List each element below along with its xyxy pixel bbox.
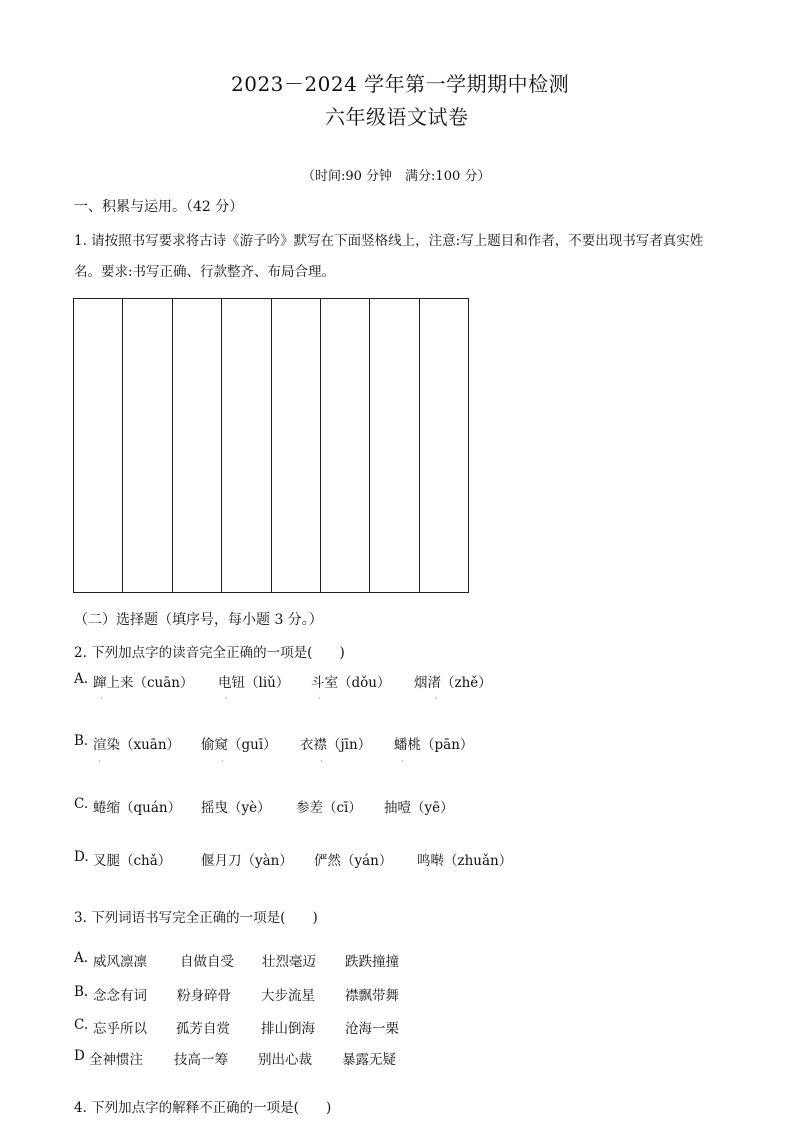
q3-b-item-2: 粉身碎骨 (177, 988, 231, 1004)
q2-option-b[interactable] (74, 733, 88, 749)
q2-option-c[interactable] (74, 796, 88, 812)
question-2-stem: 2. 下列加点字的读音完全正确的一项是( ) (74, 645, 345, 661)
option-label: C. (74, 796, 89, 812)
q2-c-item-1: 蜷缩（quán） (93, 800, 182, 816)
q2-option-d[interactable] (74, 849, 89, 865)
exam-title: 2023－2024 学年第一学期期中检测 (231, 72, 570, 96)
q3-d-item-3: 别出心裁 (258, 1052, 312, 1068)
emphasis-dot: · (320, 757, 323, 766)
option-label: B. (74, 733, 89, 749)
grid-column[interactable] (420, 299, 468, 592)
q3-b-item-1: 念念有词 (93, 988, 147, 1004)
vertical-writing-grid[interactable] (73, 298, 469, 593)
option-label: A. (74, 671, 89, 687)
question-1-line-2: 名。要求:书写正确、行款整齐、布局合理。 (74, 264, 336, 280)
q3-c-item-2: 孤芳自赏 (176, 1021, 230, 1037)
q3-d-item-1: 全神惯注 (89, 1052, 143, 1068)
grid-column[interactable] (370, 299, 419, 592)
emphasis-dot: · (98, 757, 101, 766)
q3-d-item-4: 暴露无疑 (342, 1052, 396, 1068)
q3-option-d[interactable] (74, 1048, 85, 1064)
section-heading-2: （二）选择题（填序号，每小题 3 分。） (74, 612, 323, 628)
q3-c-item-3: 排山倒海 (261, 1021, 315, 1037)
q2-a-item-4: 烟渚（zhě） (414, 675, 492, 691)
q2-d-item-1: 叉腿（chǎ） (93, 853, 172, 869)
q2-option-a[interactable] (74, 671, 88, 687)
emphasis-dot: · (100, 694, 103, 703)
grid-column[interactable] (123, 299, 172, 592)
exam-subtitle: 六年级语文试卷 (325, 105, 469, 129)
q3-option-c[interactable] (74, 1017, 88, 1033)
q2-d-item-3: 俨然（yán） (314, 853, 393, 869)
q2-d-item-4: 鸣啭（zhuǎn） (417, 853, 513, 869)
emphasis-dot: · (435, 694, 438, 703)
q2-a-item-1: 蹿上来（cuān） (93, 675, 194, 691)
q2-c-item-3: 参差（cī） (296, 800, 362, 816)
q2-b-item-2: 偷窥（guī） (201, 737, 277, 753)
section-heading-1: 一、积累与运用。（42 分） (74, 199, 244, 215)
q2-c-item-2: 摇曳（yè） (201, 800, 271, 816)
grid-column[interactable] (222, 299, 271, 592)
q3-a-item-1: 威风凛凛 (93, 954, 147, 970)
q3-c-item-4: 沧海一栗 (345, 1021, 399, 1037)
q3-c-item-1: 忘乎所以 (93, 1021, 147, 1037)
option-label: D. (74, 849, 89, 865)
q3-option-b[interactable] (74, 984, 88, 1000)
q2-a-item-3: 斗室（dǒu） (311, 675, 391, 691)
q3-b-item-4: 襟飘带舞 (345, 988, 399, 1004)
q3-d-item-2: 技高一筹 (174, 1052, 228, 1068)
option-label: A. (74, 950, 89, 966)
emphasis-dot: · (318, 694, 321, 703)
q2-b-item-3: 衣襟（jīn） (300, 737, 372, 753)
question-1-line-1: 1. 请按照书写要求将古诗《游子吟》默写在下面竖格线上，注意:写上题目和作者，不要出现书写者真实姓 (74, 233, 704, 249)
q3-a-item-2: 自做自受 (180, 954, 234, 970)
grid-column[interactable] (272, 299, 321, 592)
grid-column[interactable] (173, 299, 222, 592)
question-4-stem: 4. 下列加点字的解释不正确的一项是( ) (74, 1100, 332, 1116)
question-3-stem: 3. 下列词语书写完全正确的一项是( ) (74, 910, 318, 926)
option-label: D (74, 1048, 85, 1064)
q2-b-item-4: 蟠桃（pān） (394, 737, 474, 753)
q3-a-item-3: 壮烈毫迈 (262, 954, 316, 970)
grid-column[interactable] (321, 299, 370, 592)
time-info: （时间:90 分钟 满分:100 分） (302, 169, 491, 184)
q3-a-item-4: 跌跌撞撞 (345, 954, 399, 970)
q3-b-item-3: 大步流星 (261, 988, 315, 1004)
option-label: B. (74, 984, 89, 1000)
q3-option-a[interactable] (74, 950, 88, 966)
q2-b-item-1: 渲染（xuān） (93, 737, 181, 753)
grid-column[interactable] (74, 299, 123, 592)
emphasis-dot: · (221, 757, 224, 766)
q2-a-item-2: 电钮（liǔ） (218, 675, 290, 691)
q2-d-item-2: 偃月刀（yàn） (201, 853, 293, 869)
emphasis-dot: · (401, 757, 404, 766)
option-label: C. (74, 1017, 89, 1033)
q2-c-item-4: 抽噎（yē） (384, 800, 454, 816)
emphasis-dot: · (225, 694, 228, 703)
